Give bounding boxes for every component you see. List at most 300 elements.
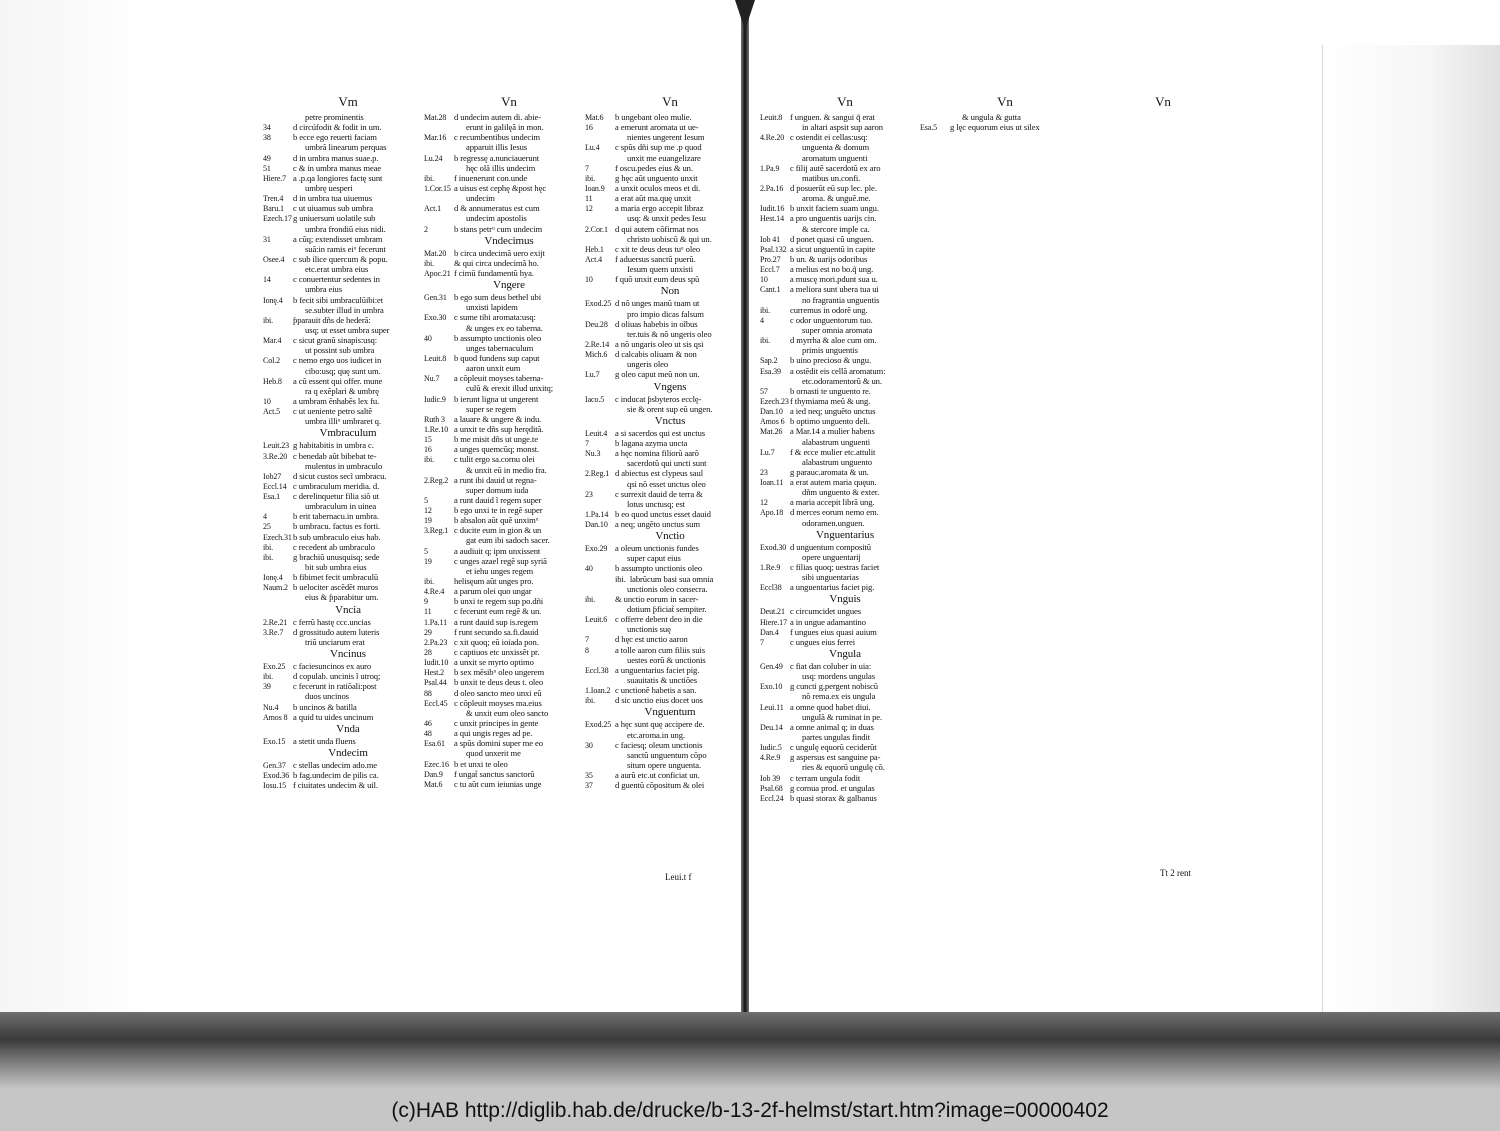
subheading: Vmbraculum: [319, 427, 377, 440]
concordance-line: [920, 295, 1090, 305]
line-text: a ied neq; unguẽto unctus: [790, 406, 876, 417]
book-reference: Exo.30: [424, 313, 447, 323]
line-text: c fecerunt eum regẽ & un.: [454, 606, 542, 617]
concordance-line: [760, 345, 930, 355]
line-text: a runt dauid ĩ regem super: [454, 494, 542, 505]
concordance-line: [424, 647, 594, 657]
concordance-line: [585, 183, 755, 193]
line-text: b quasi storax & galbanus: [790, 792, 877, 803]
line-text: dñm unguento & exter.: [802, 487, 880, 498]
concordance-line: [424, 748, 594, 758]
concordance-line: [920, 163, 1090, 173]
concordance-line: [920, 264, 1090, 274]
concordance-line: [263, 122, 433, 132]
subheading: Non: [660, 285, 680, 298]
line-text: situm opere unguenta.: [627, 760, 702, 771]
concordance-line: [760, 518, 930, 528]
concordance-line: [585, 319, 755, 329]
line-text: [950, 264, 962, 274]
concordance-line: [424, 728, 594, 738]
line-text: a cũq; extendisset umbram: [293, 233, 383, 244]
book-reference: 11: [585, 194, 593, 204]
book-reference: ibi.: [263, 542, 274, 552]
concordance-line: [424, 132, 594, 142]
book-reference: Nu.4: [263, 702, 279, 712]
line-text: a unguentarius faciet pig.: [790, 582, 875, 593]
concordance-line: [263, 396, 433, 406]
concordance-line: [920, 142, 1090, 152]
concordance-line: [585, 203, 755, 213]
line-text: g aspersus est sanguine pa-: [790, 752, 881, 763]
concordance-line: [760, 467, 930, 477]
concordance-line: [424, 404, 594, 414]
concordance-line: [424, 444, 594, 454]
concordance-line: [585, 695, 755, 705]
line-text: f thymiama meũ & ung.: [790, 395, 871, 406]
line-text: alabastrum unguenti: [802, 436, 871, 447]
concordance-line: [920, 305, 1090, 315]
line-text: ungeris oleo: [627, 359, 669, 370]
book-reference: Iob 41: [760, 234, 781, 244]
line-text: a pro unguentis uarijs cin.: [790, 213, 877, 224]
book-reference: ibi.: [263, 672, 274, 682]
book-reference: Eccl.14: [263, 481, 287, 491]
line-text: f quõ unxit eum deus spũ: [615, 274, 700, 285]
concordance-line: [920, 153, 1090, 163]
book-reference: Exo.15: [263, 736, 286, 746]
concordance-line: [424, 203, 594, 213]
book-reference: Psal.132: [760, 244, 787, 254]
concordance-line: [424, 627, 594, 637]
line-text: c unxit principes in gente: [454, 718, 539, 729]
line-text: c ut uiuamus sub umbra: [293, 203, 373, 214]
concordance-line: [585, 193, 755, 203]
line-text: super domum iuda: [466, 484, 529, 495]
line-text: a sicut unguentũ in capite: [790, 243, 876, 254]
book-reference: Lu.24: [424, 153, 443, 163]
book-reference: ibi.: [263, 315, 274, 325]
concordance-line: [424, 596, 594, 606]
concordance-line: [263, 153, 433, 163]
copyright-footer: (c)HAB http://diglib.hab.de/drucke/b-13-2f-helmst/start.htm?image=00000402: [0, 1090, 1500, 1131]
line-text: b sub umbraculo eius hab.: [293, 531, 381, 542]
concordance-line: [760, 213, 930, 223]
concordance-line: [263, 284, 433, 294]
right-column-3: [1078, 94, 1248, 112]
book-reference: Naum.2: [263, 583, 288, 593]
concordance-line: [263, 254, 433, 264]
concordance-line: [263, 592, 433, 602]
book-reference: Leui.11: [760, 702, 784, 712]
concordance-line: [585, 274, 755, 284]
line-text: d circúfodit & fodit in um.: [293, 122, 382, 133]
concordance-line: [585, 584, 755, 594]
concordance-line: [263, 376, 433, 386]
concordance-line: [424, 698, 594, 708]
concordance-line: [585, 645, 755, 655]
concordance-line: [760, 617, 930, 627]
concordance-line: [585, 604, 755, 614]
book-reference: 4.Re.9: [760, 753, 781, 763]
line-text: a hęc sunt quę accipere de.: [615, 719, 705, 730]
line-text: c ostendit ei cellas:usq:: [790, 132, 868, 143]
line-text: qsi nõ esset unctus oleo: [627, 478, 706, 489]
concordance-line: [263, 203, 433, 213]
book-reference: Ezech.23: [760, 396, 789, 406]
concordance-line: [760, 712, 930, 722]
line-text: a runt ibi dauid ut regna-: [454, 474, 537, 485]
book-reference: 1.Cor.15: [424, 183, 451, 193]
line-text: f runt secundo sa.fi.dauid: [454, 626, 539, 637]
concordance-line: [760, 224, 930, 234]
concordance-line: [263, 183, 433, 193]
concordance-line: [263, 627, 433, 637]
line-text: c ducite eum in gion & un: [454, 525, 542, 536]
line-text: a tolle aaron cum filiis suis: [615, 644, 705, 655]
line-text: ibi.: [615, 573, 626, 584]
concordance-line: [424, 556, 594, 566]
concordance-line: [424, 414, 594, 424]
concordance-line: [424, 505, 594, 515]
line-text: g oleo caput meũ non un.: [615, 369, 700, 380]
line-text: c fiat dan coluber in uia:: [790, 661, 872, 672]
book-reference: Pro.27: [760, 254, 781, 264]
subheading: Vngere: [493, 279, 525, 292]
concordance-line: [424, 718, 594, 728]
line-text: unxisti lapidem: [466, 302, 518, 313]
subheading: Vnguentarius: [815, 528, 875, 541]
concordance-line: [760, 793, 930, 803]
book-reference: 1.Re.10: [424, 424, 449, 434]
concordance-line: [920, 193, 1090, 203]
concordance-line: [760, 783, 930, 793]
concordance-line: [585, 329, 755, 339]
concordance-line: [263, 562, 433, 572]
book-reference: Exod.36: [263, 771, 290, 781]
concordance-line: [424, 525, 594, 535]
book-reference: 2: [424, 224, 428, 234]
concordance-line: [760, 142, 930, 152]
line-text: a cũ essent qui offer. mune: [293, 375, 383, 386]
book-reference: 9: [424, 597, 428, 607]
line-text: c recedent ab umbraculo: [293, 541, 375, 552]
concordance-line: [263, 295, 433, 305]
line-text: [950, 224, 962, 234]
concordance-line: [760, 637, 930, 647]
book-reference: 1.Pa.14: [585, 509, 609, 519]
concordance-line: [585, 780, 755, 790]
line-text: g parauc.aromata & un.: [790, 466, 869, 477]
concordance-line: [424, 363, 594, 373]
line-text: lotus unctusq; est: [627, 498, 685, 509]
concordance-line: [263, 471, 433, 481]
left-column-3: [585, 94, 755, 790]
book-reference: 16: [424, 445, 432, 455]
book-reference: 2.Reg.2: [424, 475, 449, 485]
concordance-line: [263, 305, 433, 315]
subheading: Vnctio: [655, 530, 685, 543]
concordance-line: [920, 274, 1090, 284]
book-reference: 40: [424, 333, 432, 343]
book-reference: Esa.5: [920, 123, 938, 133]
line-text: & ungula & gutta: [962, 112, 1021, 122]
concordance-line: [424, 485, 594, 495]
book-reference: 12: [424, 506, 432, 516]
line-text: g lęc equorum eius ut silex: [950, 122, 1040, 133]
line-text: d sicut custos secĩ umbracu.: [293, 470, 387, 481]
book-reference: 1.Pa.11: [424, 617, 448, 627]
line-text: a maria accepit librã ung.: [790, 497, 875, 508]
concordance-line: [585, 132, 755, 142]
book-reference: 7: [585, 635, 589, 645]
line-text: a ostẽdit eis cellã aromatum:: [790, 365, 886, 376]
book-reference: 10: [760, 275, 768, 285]
column-running-head: Vm: [338, 94, 358, 109]
line-text: d copulab. uncinis ĩ utroq;: [293, 671, 381, 682]
book-reference: Eccl38: [760, 583, 782, 593]
subheading: Vngens: [653, 380, 687, 393]
line-text: quod unxerit me: [466, 748, 521, 759]
line-text: unguenta & domum: [802, 142, 870, 153]
line-text: [950, 305, 962, 315]
concordance-line: [263, 224, 433, 234]
concordance-line: [760, 732, 930, 742]
line-text: b me misit dñs ut unge.te: [454, 434, 538, 445]
line-text: g uniuersum uolatile sub: [293, 213, 376, 224]
concordance-line: [263, 386, 433, 396]
line-text: a audiuit q; ipm unxissent: [454, 545, 541, 556]
concordance-line: [585, 234, 755, 244]
line-text: sie & orent sup eũ ungen.: [627, 403, 713, 414]
concordance-line: [263, 461, 433, 471]
book-reference: Iosu.15: [263, 781, 287, 791]
line-text: c sume tibi aromata:usq:: [454, 312, 536, 323]
concordance-line: [760, 582, 930, 592]
line-text: d unguentum compositũ: [790, 541, 871, 552]
line-text: b uncinos & batilla: [293, 701, 357, 712]
line-text: b erit tabernacu.in umbra.: [293, 511, 379, 522]
concordance-line: [424, 759, 594, 769]
concordance-line: [585, 519, 755, 529]
line-text: f ciuitates undecim & uil.: [293, 780, 378, 791]
concordance-line: [424, 657, 594, 667]
line-text: primis unguentis: [802, 345, 858, 356]
book-reference: Nu.3: [585, 449, 601, 459]
bottom-scan-shadow: [0, 1012, 1500, 1090]
line-text: c derelinquetur filia siõ ut: [293, 491, 379, 502]
line-text: f ungues eius quasi auium: [790, 626, 877, 637]
line-text: c unges azael regẽ sup syriã: [454, 555, 547, 566]
line-text: c sub ilice quercum & popu.: [293, 253, 388, 264]
line-text: duos uncinos: [305, 691, 349, 702]
book-reference: 31: [263, 234, 271, 244]
concordance-line: [760, 457, 930, 467]
line-text: b ego sum deus bethel ubi: [454, 292, 542, 303]
concordance-line: [424, 708, 594, 718]
concordance-line: [760, 762, 930, 772]
book-reference: ibi.: [585, 594, 596, 604]
book-reference: Leuit.8: [760, 113, 783, 122]
concordance-line: [585, 163, 755, 173]
line-text: a lauare & ungere & indu.: [454, 413, 542, 424]
line-text: b stans petrᵘ cum undecim: [454, 223, 543, 234]
concordance-line: [760, 681, 930, 691]
book-reference: Exod.25: [585, 720, 612, 730]
line-text: [950, 173, 962, 183]
book-reference: Ruth 3: [424, 414, 445, 424]
concordance-line: [760, 366, 930, 376]
book-reference: Tren.4: [263, 194, 284, 204]
concordance-line: [585, 719, 755, 729]
line-text: b optimo unguento deli.: [790, 416, 870, 427]
line-text: apparuit illis Iesus: [466, 142, 528, 153]
book-reference: Eccl.7: [760, 265, 780, 275]
line-text: & unxit eũ in medio fra.: [466, 464, 547, 475]
concordance-line: [263, 501, 433, 511]
right-column-2: [920, 94, 1090, 335]
line-text: undecim: [466, 193, 495, 204]
book-reference: Hiere.7: [263, 173, 287, 183]
line-text: f oscu.pedes eius & un.: [615, 162, 693, 173]
line-text: undecim apostolis: [466, 213, 527, 224]
concordance-line: [424, 193, 594, 203]
concordance-line: [424, 373, 594, 383]
line-text: d hęc est unctio aaron: [615, 634, 688, 645]
line-text: ries & equorũ ungulę cõ.: [802, 762, 885, 773]
concordance-line: [585, 479, 755, 489]
concordance-line: [424, 248, 594, 258]
concordance-line: [263, 552, 433, 562]
line-text: a uisus est cephę &post hęc: [454, 182, 547, 193]
line-text: c filij autẽ sacerdotũ ex aro: [790, 162, 881, 173]
line-text: c ferrũ hastę ccc.uncias: [293, 616, 371, 627]
line-text: c faciesq; oleum unctionis: [615, 739, 703, 750]
book-reference: Psal.68: [760, 783, 783, 793]
line-text: b assumpto unctionis oleo: [454, 332, 542, 343]
concordance-line: [424, 122, 594, 132]
concordance-line: [760, 112, 930, 122]
book-reference: 38: [263, 133, 271, 143]
concordance-line: [760, 284, 930, 294]
book-reference: Col.2: [263, 356, 281, 366]
concordance-line: [263, 780, 433, 790]
concordance-line: [585, 665, 755, 675]
concordance-line: [585, 499, 755, 509]
subheading: Vngula: [829, 648, 861, 661]
concordance-line: [585, 349, 755, 359]
concordance-line: [424, 475, 594, 485]
concordance-line: [263, 511, 433, 521]
line-text: g brachiũ unusquisq; sede: [293, 551, 380, 562]
book-reference: ibi.: [585, 173, 596, 183]
line-text: a unges quemcũq; monst.: [454, 444, 540, 455]
concordance-line: [424, 224, 594, 234]
line-text: [950, 234, 962, 244]
book-reference: 16: [585, 123, 593, 133]
line-text: [950, 315, 962, 325]
concordance-line: [760, 487, 930, 497]
line-text: b uelociter ascẽdẽt muros: [293, 582, 379, 593]
concordance-line: [263, 691, 433, 701]
book-reference: 39: [263, 682, 271, 692]
line-text: c xit te deus deus tuᵘ oleo: [615, 243, 701, 254]
line-text: d oliuas habebis in oĩbus: [615, 318, 698, 329]
line-text: f inuenerunt con.unde: [454, 172, 528, 183]
line-text: c faciesuncinos ex auro: [293, 661, 372, 672]
line-text: c ungulę equorũ ceciderũt: [790, 742, 877, 753]
line-text: etc.aroma.in ung.: [627, 729, 685, 740]
concordance-line: [263, 760, 433, 770]
line-text: umbra frondiũ eius nidi.: [305, 223, 386, 234]
book-reference: Exo.25: [263, 662, 286, 672]
concordance-line: [263, 366, 433, 376]
concordance-line: [760, 193, 930, 203]
line-text: helisęum aũt unges pro.: [454, 576, 534, 587]
concordance-line: [760, 163, 930, 173]
line-text: a erat aũt ma.quę unxit: [615, 193, 692, 204]
book-reference: 1.Re.9: [760, 563, 781, 573]
line-text: a melius est no bo.q̃ ung.: [790, 264, 874, 275]
line-text: b ungebant oleo mulie.: [615, 112, 692, 122]
concordance-line: [760, 305, 930, 315]
line-text: eius & ƥparabitur um.: [305, 592, 379, 603]
line-text: nientes ungerent Iesum: [627, 132, 705, 143]
book-reference: 5: [424, 546, 428, 556]
book-reference: 23: [585, 489, 593, 499]
concordance-line: [424, 515, 594, 525]
line-text: umbraculum in uinea: [305, 501, 377, 512]
book-reference: ibi.: [760, 305, 771, 315]
line-text: christo uobiscũ & qui un.: [627, 233, 712, 244]
concordance-line: [760, 627, 930, 637]
line-text: a nõ ungaris oleo ut sis qsi: [615, 338, 704, 349]
line-text: b ecce ego reuerti faciam: [293, 132, 377, 143]
concordance-line: [424, 183, 594, 193]
line-text: b ierunt ligna ut ungerent: [454, 393, 539, 404]
subheading: Vndecim: [328, 747, 368, 760]
concordance-line: [585, 458, 755, 468]
book-reference: Mar.16: [424, 133, 447, 143]
concordance-line: [424, 333, 594, 343]
concordance-line: [263, 481, 433, 491]
line-text: d myrrha & aloe cum om.: [790, 335, 877, 346]
left-column-1: [263, 94, 433, 790]
book-reference: Amos 6: [760, 417, 785, 427]
concordance-line: [585, 468, 755, 478]
line-text: c unctionẽ habetis a san.: [615, 685, 697, 696]
line-text: partes ungulas findit: [802, 732, 871, 743]
book-reference: Osee.4: [263, 254, 285, 264]
book-reference: Eccl.38: [585, 665, 609, 675]
book-reference: Heb.8: [263, 376, 282, 386]
line-text: a in ungue adamantino: [790, 616, 866, 627]
line-text: d in umbra tua uiuemus: [293, 193, 372, 204]
book-reference: Deut.21: [760, 607, 785, 617]
concordance-line: [585, 213, 755, 223]
book-reference: Iob27: [263, 471, 282, 481]
concordance-line: [263, 736, 433, 746]
line-text: c surrexit dauid de terra &: [615, 488, 703, 499]
subheading: Vncia: [335, 603, 361, 616]
line-text: g cornua prod. et ungulas: [790, 782, 875, 793]
book-reference: 29: [424, 627, 432, 637]
concordance-line: [424, 343, 594, 353]
left-column-2: [424, 94, 594, 789]
concordance-line: [760, 295, 930, 305]
concordance-line: [920, 244, 1090, 254]
book-reference: Exod.30: [760, 542, 787, 552]
book-reference: 7: [585, 438, 589, 448]
